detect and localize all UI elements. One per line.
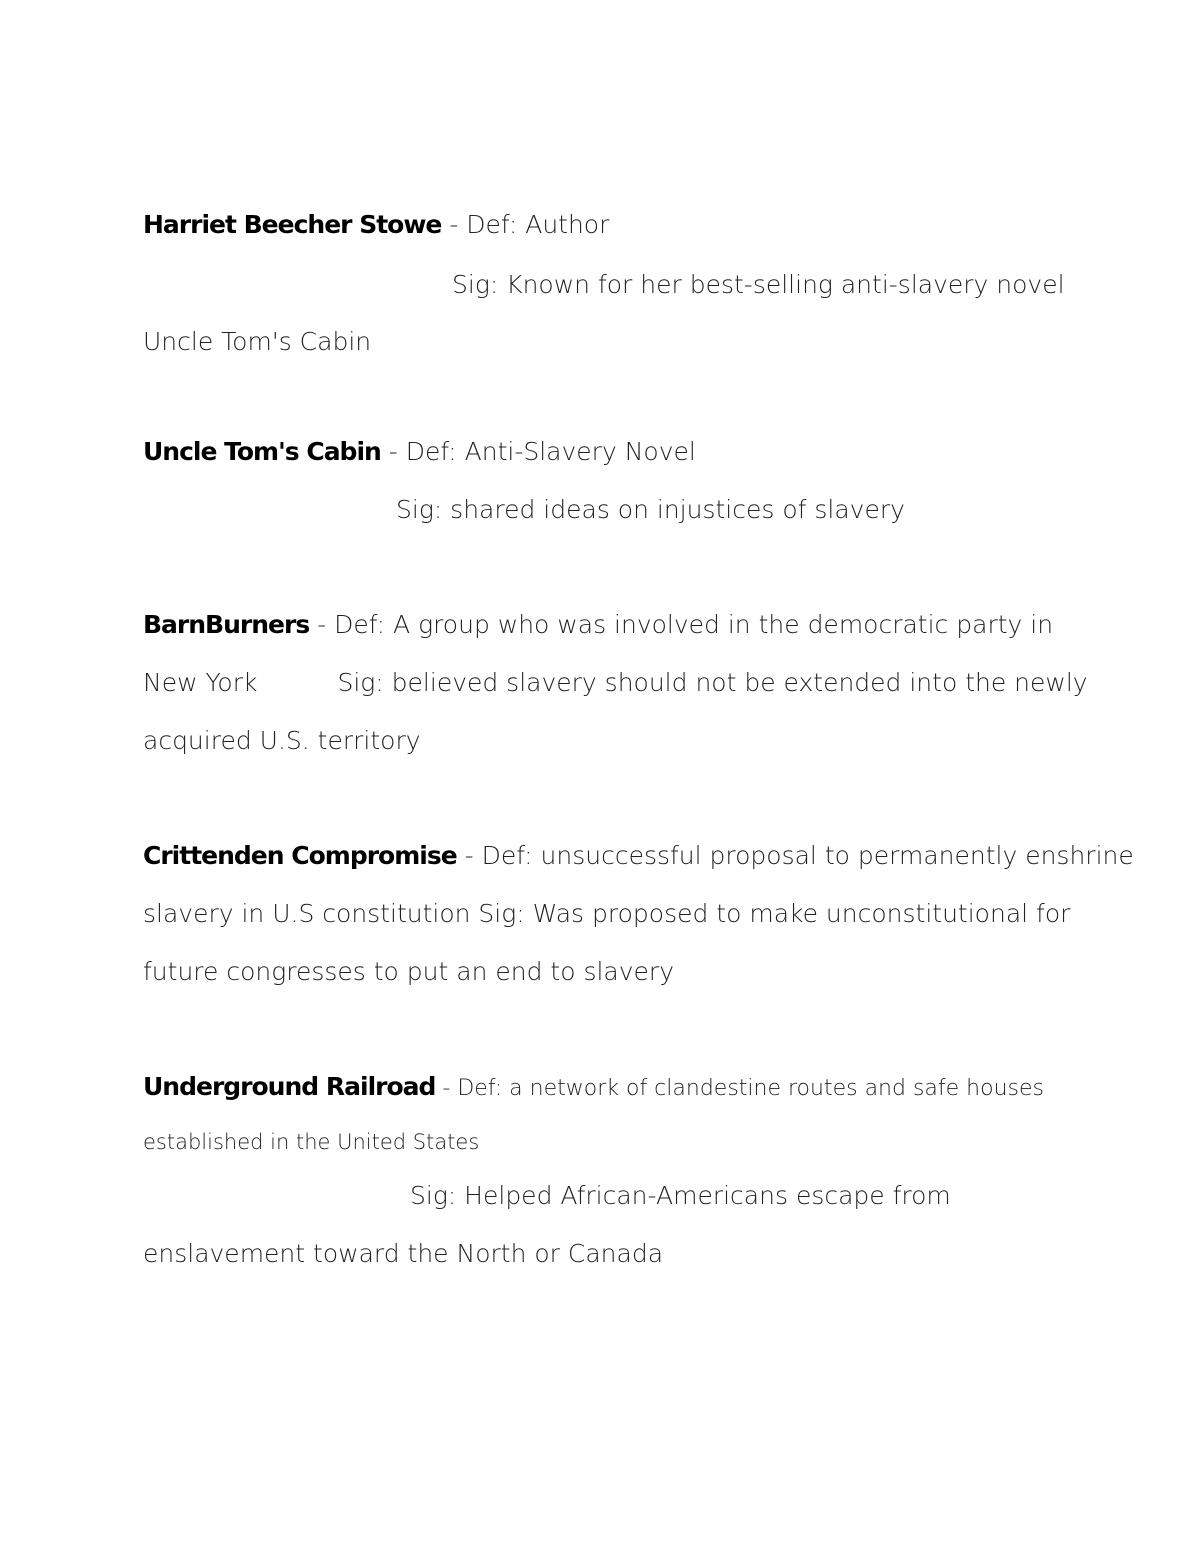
entry-harriet-beecher-stowe-heading bbox=[143, 208, 609, 242]
definition-text: - Def: Author bbox=[441, 210, 610, 239]
entry-uncle-toms-cabin-heading bbox=[143, 435, 696, 469]
term-title: BarnBurners bbox=[143, 610, 310, 639]
significance-text: Sig: believed slavery should not be extended into the newly bbox=[337, 668, 1088, 697]
definition-text: - Def: unsuccessful proposal to permanently enshrine bbox=[456, 841, 1134, 870]
term-title: Underground Railroad bbox=[143, 1072, 436, 1101]
definition-text: - Def: A group who was involved in the democratic party in bbox=[309, 610, 1054, 639]
term-title: Uncle Tom's Cabin bbox=[143, 437, 381, 466]
definition-continued-line bbox=[143, 666, 1088, 700]
significance-text-continued: acquired U.S. territory bbox=[143, 726, 421, 755]
definition-text: - Def: Anti-Slavery Novel bbox=[380, 437, 696, 466]
entry-underground-railroad-heading bbox=[143, 1070, 1044, 1106]
definition-text-continued: established in the United States bbox=[143, 1130, 480, 1154]
term-title: Crittenden Compromise bbox=[143, 841, 457, 870]
significance-text: Sig: Helped African-Americans escape from bbox=[410, 1181, 951, 1210]
significance-text: Sig: shared ideas on injustices of slavery bbox=[396, 495, 905, 524]
significance-text-continued: enslavement toward the North or Canada bbox=[143, 1239, 664, 1268]
significance-text: Sig: Known for her best-selling anti-slavery novel bbox=[452, 270, 1065, 299]
term-title: Harriet Beecher Stowe bbox=[143, 210, 442, 239]
significance-text-continued: Uncle Tom's Cabin bbox=[143, 327, 372, 356]
entry-crittenden-compromise-heading bbox=[143, 839, 1134, 873]
definition-and-significance-text: slavery in U.S constitution Sig: Was proposed to make unconstitutional for bbox=[143, 899, 1071, 928]
definition-text: - Def: a network of clandestine routes and safe houses bbox=[435, 1076, 1044, 1101]
definition-text-continued: New York bbox=[143, 668, 258, 697]
significance-text-continued: future congresses to put an end to slavery bbox=[143, 957, 674, 986]
entry-barnburners-heading bbox=[143, 608, 1053, 642]
